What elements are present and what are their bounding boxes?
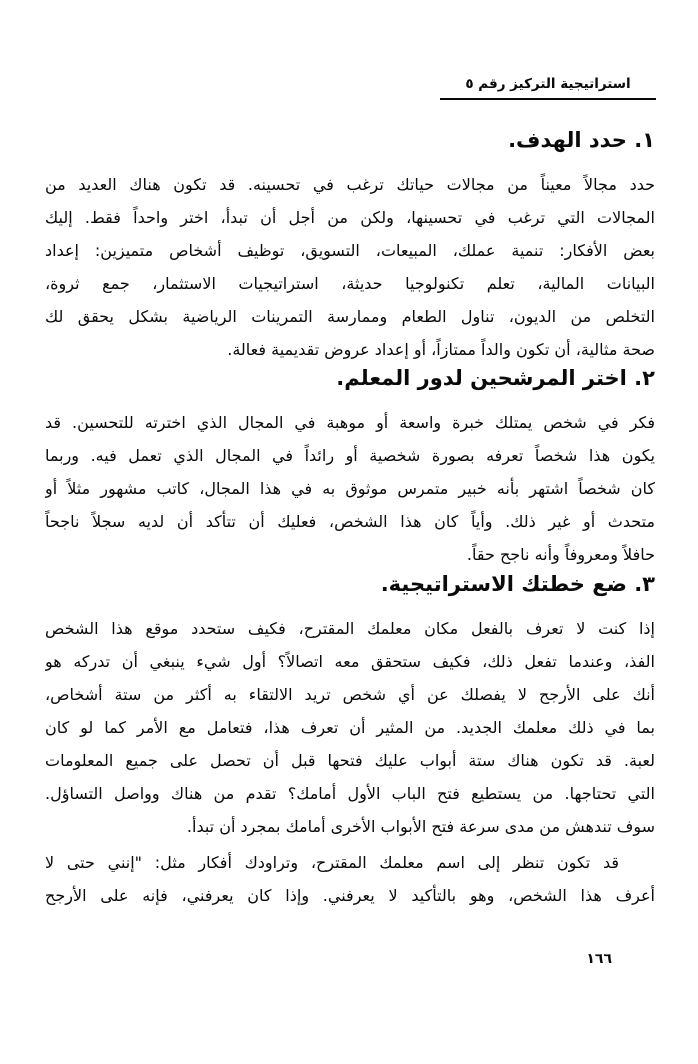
section-heading-choose-candidates: ٢. اختر المرشحين لدور المعلم.: [336, 366, 655, 390]
paragraph-line: متحدث أو غير ذلك. وأياً كان هذا الشخص، فعليك أن تتأكد أن لديه سجلاً ناجحاً: [45, 512, 655, 531]
paragraph-line: الفذ، وعندما تفعل ذلك، فكيف ستحقق معه اتصالاً؟ أول شيء ينبغي أن تدركه هو: [45, 652, 655, 671]
paragraph-line: قد تكون تنظر إلى اسم معلمك المقترح، وتراودك أفكار مثل: "إنني حتى لا: [45, 853, 619, 872]
paragraph-line: إذا كنت لا تعرف بالفعل مكان معلمك المقترح، فكيف ستحدد موقع هذا الشخص: [45, 619, 655, 638]
paragraph-line: صحة مثالية، أن تكون والداً ممتازاً، أو إعداد عروض تقديمية فعالة.: [227, 340, 655, 359]
paragraph-strategic-plan: [45, 612, 655, 843]
paragraph-line: فكر في شخص يمتلك خبرة واسعة أو موهبة في المجال الذي اخترته للتحسين. قد: [45, 413, 655, 432]
paragraph-line: البيانات المالية، تعلم تكنولوجيا حديثة، استراتيجيات الاستثمار، جمع ثروة،: [45, 274, 655, 293]
section-heading-strategic-plan: ٣. ضع خطتك الاستراتيجية.: [380, 572, 655, 596]
paragraph-line: حدد مجالاً معيناً من مجالات حياتك ترغب في تحسينه. قد تكون هناك العديد من: [45, 175, 655, 194]
paragraph-line: بما في ذلك معلمك الجديد. من المثير أن تعرف هذا، فتعامل مع الأمر كما لو كان: [45, 718, 655, 737]
section-heading-define-goal: ١. حدد الهدف.: [508, 128, 655, 152]
paragraph-line: يكون هذا شخصاً تعرفه بصورة شخصية أو رائداً في المجال الذي تعمل فيه. وربما: [45, 446, 655, 465]
paragraph-choose-candidates: [45, 406, 655, 571]
paragraph-line: لعبة. قد تكون هناك ستة أبواب عليك فتحها قبل أن تحصل على جميع المعلومات: [45, 751, 655, 770]
running-head-title: استراتيجية التركيز رقم ٥: [465, 76, 631, 92]
paragraph-line: التخلص من الديون، تناول الطعام وممارسة التمرينات الرياضية بشكل يحقق لك: [45, 307, 655, 326]
paragraph-line: سوف تندهش من مدى سرعة فتح الأبواب الأخرى أمامك بمجرد أن تبدأ.: [186, 817, 655, 836]
paragraph-mentor-thoughts: [45, 846, 655, 912]
paragraph-line: كان شخصاً اشتهر بأنه خبير متمرس موثوق به في هذا المجال، كاتب مشهور مثلاً أو: [45, 479, 655, 498]
paragraph-line: أعرف هذا الشخص، وهو بالتأكيد لا يعرفني. وإذا كان يعرفني، فإنه على الأرجح: [45, 886, 655, 905]
running-head: [440, 76, 656, 100]
paragraph-define-goal: [45, 168, 655, 366]
paragraph-line: بعض الأفكار: تنمية عملك، المبيعات، التسويق، توظيف أشخاص متميزين: إعداد: [45, 241, 655, 260]
paragraph-line: أنك على الأرجح لا يفصلك عن أي شخص تريد الالتقاء به أكثر من ستة أشخاص،: [45, 685, 655, 704]
page-number: ١٦٦: [586, 951, 612, 967]
paragraph-line: التي تحتاجها. من يستطيع فتح الباب الأول أمامك؟ تقدم من هناك وواصل التساؤل.: [45, 784, 655, 803]
paragraph-line: حافلاً ومعروفاً وأنه ناجح حقاً.: [466, 545, 655, 564]
paragraph-line: المجالات التي ترغب في تحسينها، ولكن من أجل أن تبدأ، اختر واحداً فقط. إليك: [45, 208, 655, 227]
